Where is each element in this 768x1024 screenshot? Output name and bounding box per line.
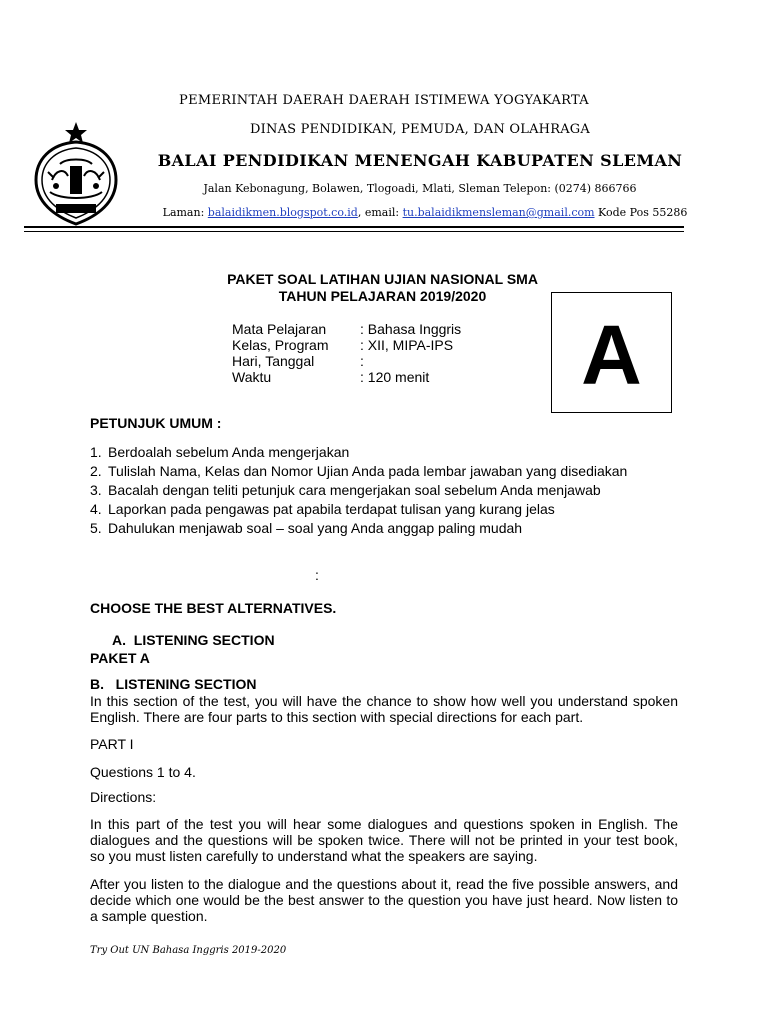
meta-value: : 120 menit bbox=[360, 369, 430, 385]
directions-paragraph-1: In this part of the test you will hear some dialogues and questions spoken in English. The dialogues and the questions will be spoken twice. There will not be printed in your test book, so you must listen carefully to understand what the speakers are saying. bbox=[90, 816, 678, 864]
letterhead-institution: BALAI PENDIDIKAN MENENGAH KABUPATEN SLEMAN bbox=[157, 151, 683, 170]
list-item: 3. Bacalah dengan teliti petunjuk cara mengerjakan soal sebelum Anda menjawab bbox=[90, 482, 601, 498]
questions-range: Questions 1 to 4. bbox=[90, 764, 196, 780]
page-footer: Try Out UN Bahasa Inggris 2019-2020 bbox=[90, 945, 287, 956]
email-link[interactable]: tu.balaidikmensleman@gmail.com bbox=[402, 206, 595, 219]
meta-row-date bbox=[232, 353, 364, 369]
meta-label: Hari, Tanggal bbox=[232, 353, 315, 369]
directions-paragraph-2: After you listen to the dialogue and the questions about it, read the five possible answers, and decide which one would be the best answer to the question you have just heard. Now listen to a sample question. bbox=[90, 876, 678, 924]
letterhead-address: Jalan Kebonagung, Bolawen, Tlogoadi, Mlati, Sleman Telepon: (0274) 866766 bbox=[203, 182, 637, 195]
letterhead-department: DINAS PENDIDIKAN, PEMUDA, DAN OLAHRAGA bbox=[250, 122, 590, 137]
stray-colon: : bbox=[315, 567, 319, 583]
letterhead-government: PEMERINTAH DAERAH DAERAH ISTIMEWA YOGYAKARTA bbox=[179, 93, 589, 108]
list-item: 4. Laporkan pada pengawas pat apabila terdapat tulisan yang kurang jelas bbox=[90, 501, 555, 517]
list-item-text: Tulislah Nama, Kelas dan Nomor Ujian Anda pada lembar jawaban yang disediakan bbox=[108, 463, 628, 479]
choose-heading: CHOOSE THE BEST ALTERNATIVES. bbox=[90, 600, 337, 616]
list-item: 5. Dahulukan menjawab soal – soal yang Anda anggap paling mudah bbox=[90, 520, 523, 536]
meta-value: : Bahasa Inggris bbox=[360, 321, 462, 337]
section-intro: In this section of the test, you will have the chance to show how well you understand spoken English. There are four parts to this section with special directions for each part. bbox=[90, 693, 678, 725]
list-item: 2. Tulislah Nama, Kelas dan Nomor Ujian Anda pada lembar jawaban yang disediakan bbox=[90, 463, 628, 479]
list-item-text: Laporkan pada pengawas pat apabila terdapat tulisan yang kurang jelas bbox=[108, 501, 555, 517]
instructions-heading: PETUNJUK UMUM : bbox=[90, 415, 222, 431]
document-subtitle: TAHUN PELAJARAN 2019/2020 bbox=[278, 288, 487, 304]
email-label: , email: bbox=[357, 206, 400, 219]
paket-letter: A bbox=[581, 308, 642, 402]
section-a-heading: A. LISTENING SECTION bbox=[112, 632, 275, 648]
directions-label: Directions: bbox=[90, 789, 157, 805]
meta-row-time bbox=[232, 369, 429, 385]
paket-heading: PAKET A bbox=[90, 650, 150, 666]
letterhead-contact bbox=[145, 206, 705, 219]
meta-value: : bbox=[360, 353, 364, 369]
crest-logo bbox=[30, 120, 122, 228]
meta-label: Mata Pelajaran bbox=[232, 321, 327, 337]
letterhead-rule-thick bbox=[24, 226, 684, 228]
list-item-text: Dahulukan menjawab soal – soal yang Anda anggap paling mudah bbox=[108, 520, 523, 536]
meta-label: Waktu bbox=[232, 369, 272, 385]
list-item: 1. Berdoalah sebelum Anda mengerjakan bbox=[90, 444, 350, 460]
letterhead-rule-thin bbox=[24, 231, 684, 232]
section-b-heading: B. LISTENING SECTION bbox=[90, 676, 257, 692]
website-link[interactable]: balaidikmen.blogspot.co.id bbox=[207, 206, 358, 219]
meta-row-class bbox=[232, 337, 453, 353]
part-heading: PART I bbox=[90, 736, 134, 752]
document-title: PAKET SOAL LATIHAN UJIAN NASIONAL SMA bbox=[227, 271, 538, 287]
meta-label: Kelas, Program bbox=[232, 337, 329, 353]
laman-label: Laman: bbox=[162, 206, 205, 219]
list-item-text: Berdoalah sebelum Anda mengerjakan bbox=[108, 444, 350, 460]
postal-code: Kode Pos 55286 bbox=[598, 206, 688, 219]
meta-value: : XII, MIPA-IPS bbox=[360, 337, 454, 353]
meta-row-subject bbox=[232, 321, 461, 337]
paket-box bbox=[551, 292, 672, 413]
list-item-text: Bacalah dengan teliti petunjuk cara mengerjakan soal sebelum Anda menjawab bbox=[108, 482, 601, 498]
